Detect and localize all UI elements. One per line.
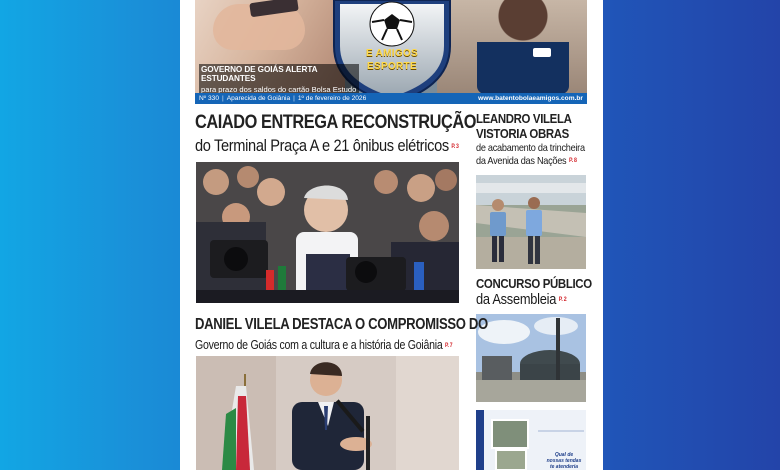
photo-daniel-speech[interactable] — [196, 356, 459, 470]
headline-caiado[interactable]: CAIADO ENTREGA RECONSTRUÇÃO — [195, 112, 477, 133]
teaser-caption[interactable] — [199, 64, 359, 93]
headline-daniel[interactable]: DANIEL VILELA DESTACA O COMPROMISSO DO — [195, 316, 488, 333]
issue-details: Nº 330 | Aparecida de Goiânia | 1º de fevereiro de 2026 — [199, 95, 367, 102]
page-ref-daniel: P. 7 — [445, 342, 453, 349]
page-ref-leandro: P. 8 — [569, 158, 577, 165]
masthead-photo-man — [437, 0, 587, 93]
issue-city: Aparecida de Goiânia — [226, 95, 291, 102]
headline-concurso[interactable]: CONCURSO PÚBLICO — [476, 276, 592, 291]
teaser-subtitle — [199, 84, 359, 93]
subhead-daniel — [195, 338, 452, 352]
subhead-leandro-2 — [476, 156, 577, 167]
website-link[interactable]: www.batentobolaeamigos.com.br — [478, 95, 583, 102]
newspaper-front-page — [180, 0, 603, 470]
subhead-caiado — [195, 136, 459, 156]
subhead-leandro-1: de acabamento da trincheira — [476, 143, 585, 154]
issue-date: 1º de fevereiro de 2026 — [297, 95, 367, 102]
masthead — [195, 0, 587, 93]
ad-line-1: Qual de — [554, 452, 574, 458]
photo-crowd-press[interactable] — [196, 162, 459, 303]
brand-line-1: E AMIGOS — [365, 48, 419, 59]
headline-leandro-1[interactable]: LEANDRO VILELA — [476, 111, 572, 126]
subhead-concurso — [476, 292, 566, 308]
headline-leandro-2[interactable]: VISTORIA OBRAS — [476, 126, 569, 141]
photo-vilela-works[interactable] — [476, 175, 586, 269]
brand-line-2: ESPORTE — [367, 61, 417, 72]
page-ref-concurso: P. 2 — [558, 297, 567, 304]
ad-line-3: te atenderia — [549, 464, 579, 470]
ad-line-2: nossas tendas — [546, 458, 582, 464]
ad-text — [543, 452, 585, 470]
subhead-daniel-text: Governo de Goiás com a cultura e a história de Goiânia — [195, 338, 443, 352]
subhead-caiado-text: do Terminal Praça A e 21 ônibus elétricos — [195, 136, 449, 155]
issue-number: Nº 330 — [199, 95, 220, 102]
subhead-concurso-text: da Assembleia — [476, 292, 557, 308]
teaser-title: GOVERNO DE GOIÁS ALERTA ESTUDANTES — [199, 64, 359, 84]
photo-assembleia-building[interactable] — [476, 314, 586, 402]
issue-info-bar — [195, 93, 587, 104]
teaser-subtitle-text: para prazo dos saldos do cartão Bolsa Estudo — [201, 85, 357, 93]
page-ref-caiado: P. 3 — [451, 143, 459, 150]
subhead-leandro-2-text: da Avenida das Nações — [476, 156, 567, 167]
